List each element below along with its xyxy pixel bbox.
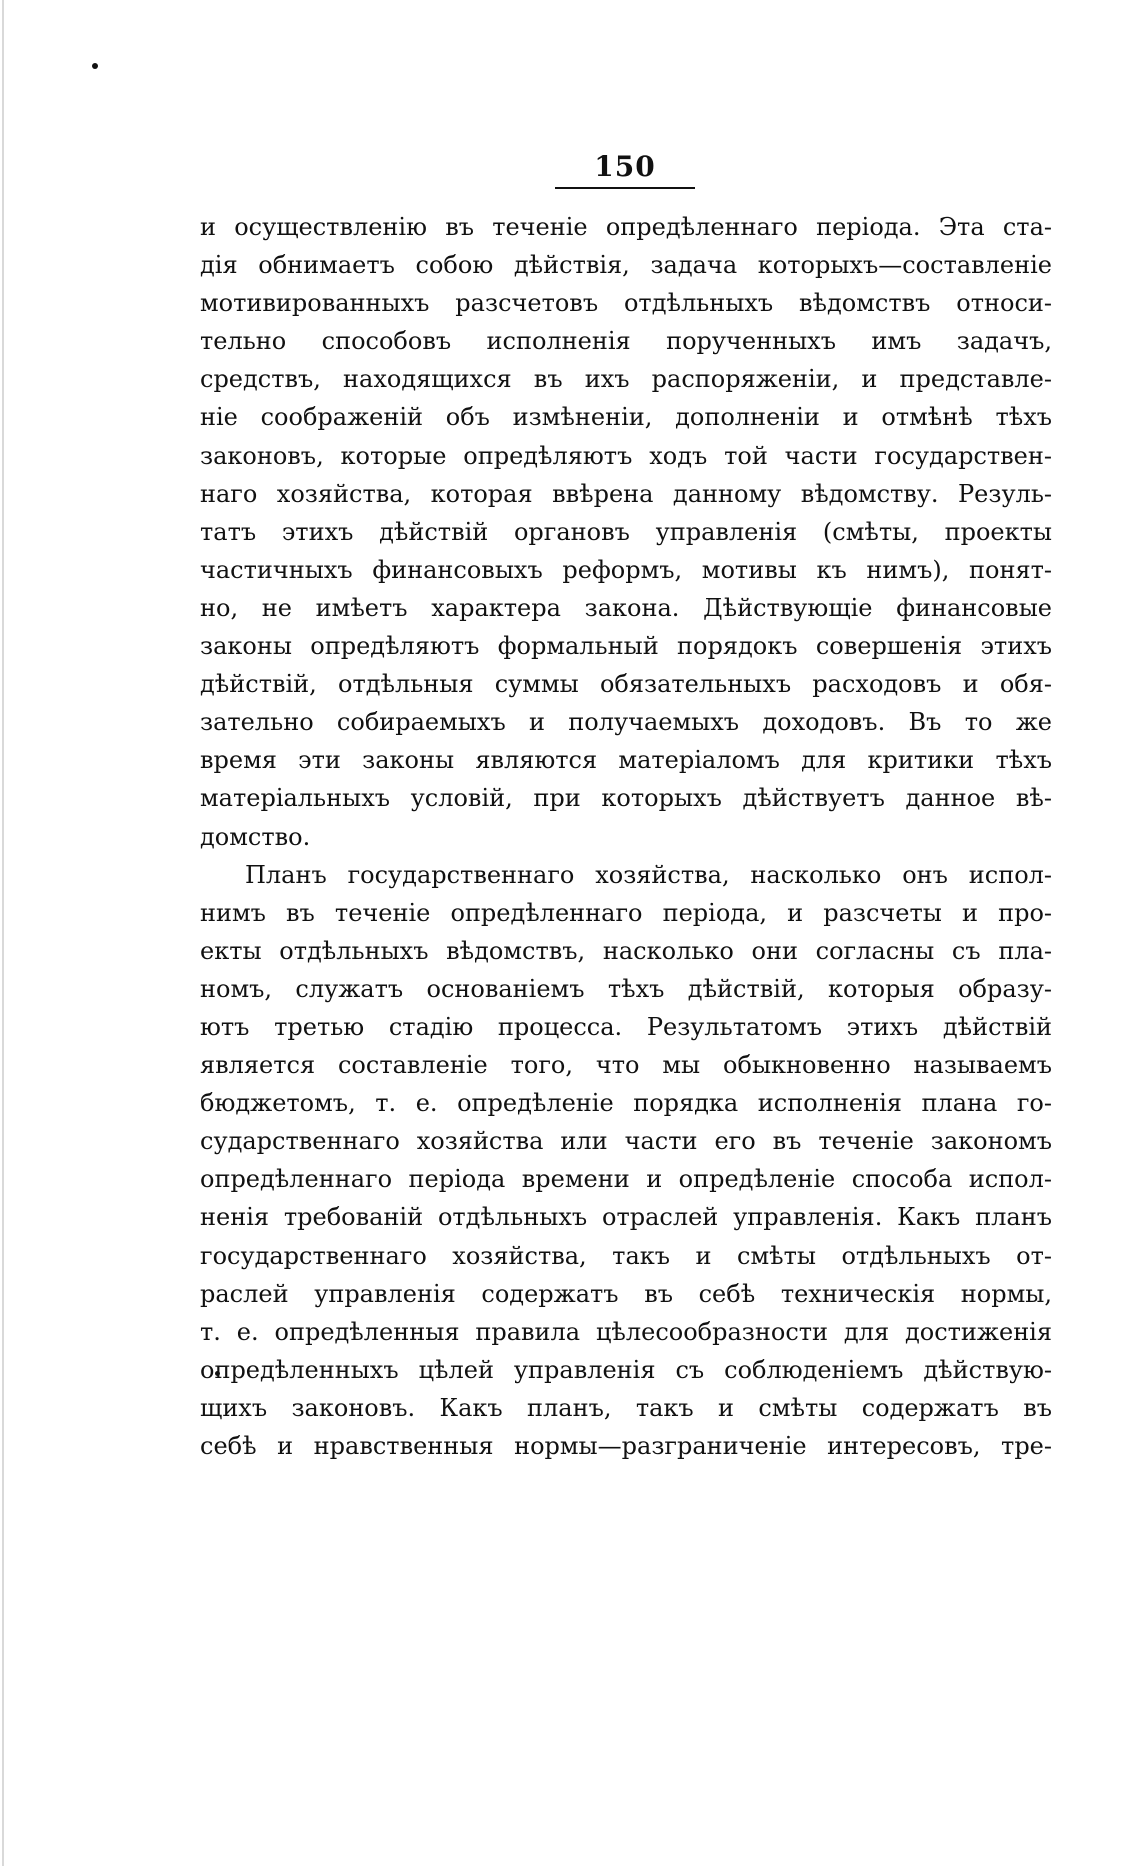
text-line: частичныхъ финансовыхъ реформъ, мотивы къ нимъ), понят- bbox=[200, 555, 1052, 584]
page-number: 150 bbox=[594, 150, 656, 183]
text-line: дѣйствій, отдѣльныя суммы обязательныхъ расходовъ и обя- bbox=[200, 670, 1052, 699]
text-line: средствъ, находящихся въ ихъ распоряженіи, и представле- bbox=[200, 365, 1052, 394]
text-line: екты отдѣльныхъ вѣдомствъ, насколько они согласны съ пла- bbox=[200, 936, 1052, 965]
text-line: дія обнимаетъ собою дѣйствія, задача которыхъ—составленіе bbox=[200, 251, 1052, 280]
text-line: щихъ законовъ. Какъ планъ, такъ и смѣты содержатъ въ bbox=[200, 1393, 1052, 1422]
text-line: тельно способовъ исполненія порученныхъ имъ задачъ, bbox=[200, 327, 1052, 356]
text-line: и осуществленію въ теченіе опредѣленнаго періода. Эта ста- bbox=[200, 213, 1052, 241]
text-line: законовъ, которые опредѣляютъ ходъ той части государствен- bbox=[200, 441, 1052, 470]
paragraph-2 bbox=[200, 856, 1052, 1466]
text-body bbox=[200, 208, 1052, 1465]
text-line: матеріальныхъ условій, при которыхъ дѣйствуетъ данное вѣ- bbox=[200, 784, 1052, 813]
paragraph-1 bbox=[200, 208, 1052, 856]
text-line: татъ этихъ дѣйствій органовъ управленія (смѣты, проекты bbox=[200, 517, 1052, 546]
text-line: наго хозяйства, которая ввѣрена данному вѣдомству. Резуль- bbox=[200, 479, 1052, 508]
text-line: раслей управленія содержатъ въ себѣ техническія нормы, bbox=[200, 1279, 1052, 1308]
text-line: ютъ третью стадію процесса. Результатомъ этихъ дѣйствій bbox=[200, 1012, 1052, 1041]
page-header bbox=[200, 150, 1052, 190]
text-line: зательно собираемыхъ и получаемыхъ доходовъ. Въ то же bbox=[200, 708, 1052, 737]
text-line: домство. bbox=[200, 822, 311, 851]
text-line: государственнаго хозяйства, такъ и смѣты отдѣльныхъ от- bbox=[200, 1241, 1052, 1270]
text-line: себѣ и нравственныя нормы—разграниченіе интересовъ, тре- bbox=[200, 1432, 1052, 1460]
text-line: Планъ государственнаго хозяйства, насколько онъ испол- bbox=[245, 860, 1052, 889]
text-line: опредѣленныхъ цѣлей управленія съ соблюденіемъ дѣйствую- bbox=[200, 1355, 1052, 1384]
text-line: но, не имѣетъ характера закона. Дѣйствующіе финансовые bbox=[200, 593, 1052, 622]
text-line: время эти законы являются матеріаломъ для критики тѣхъ bbox=[200, 746, 1052, 775]
text-line: опредѣленнаго періода времени и опредѣленіе способа испол- bbox=[200, 1165, 1052, 1194]
text-line: ненія требованій отдѣльныхъ отраслей управленія. Какъ планъ bbox=[200, 1203, 1052, 1232]
text-line: т. е. опредѣленныя правила цѣлесообразности для достиженія bbox=[200, 1317, 1052, 1346]
text-line: нимъ въ теченіе опредѣленнаго періода, и разсчеты и про- bbox=[200, 898, 1052, 927]
text-line: сударственнаго хозяйства или части его въ теченіе закономъ bbox=[200, 1127, 1052, 1156]
text-line: ніе соображеній объ измѣненіи, дополненіи и отмѣнѣ тѣхъ bbox=[200, 403, 1052, 432]
page-edge-rule bbox=[2, 0, 4, 1866]
text-line: является составленіе того, что мы обыкновенно называемъ bbox=[200, 1051, 1052, 1080]
text-line: бюджетомъ, т. е. опредѣленіе порядка исполненія плана го- bbox=[200, 1089, 1052, 1118]
text-line: законы опредѣляютъ формальный порядокъ совершенія этихъ bbox=[200, 632, 1052, 661]
text-line: мотивированныхъ разсчетовъ отдѣльныхъ вѣдомствъ относи- bbox=[200, 289, 1052, 318]
header-rule bbox=[555, 187, 695, 189]
print-speck bbox=[92, 63, 98, 69]
text-line: номъ, служатъ основаніемъ тѣхъ дѣйствій, которыя образу- bbox=[200, 974, 1052, 1003]
